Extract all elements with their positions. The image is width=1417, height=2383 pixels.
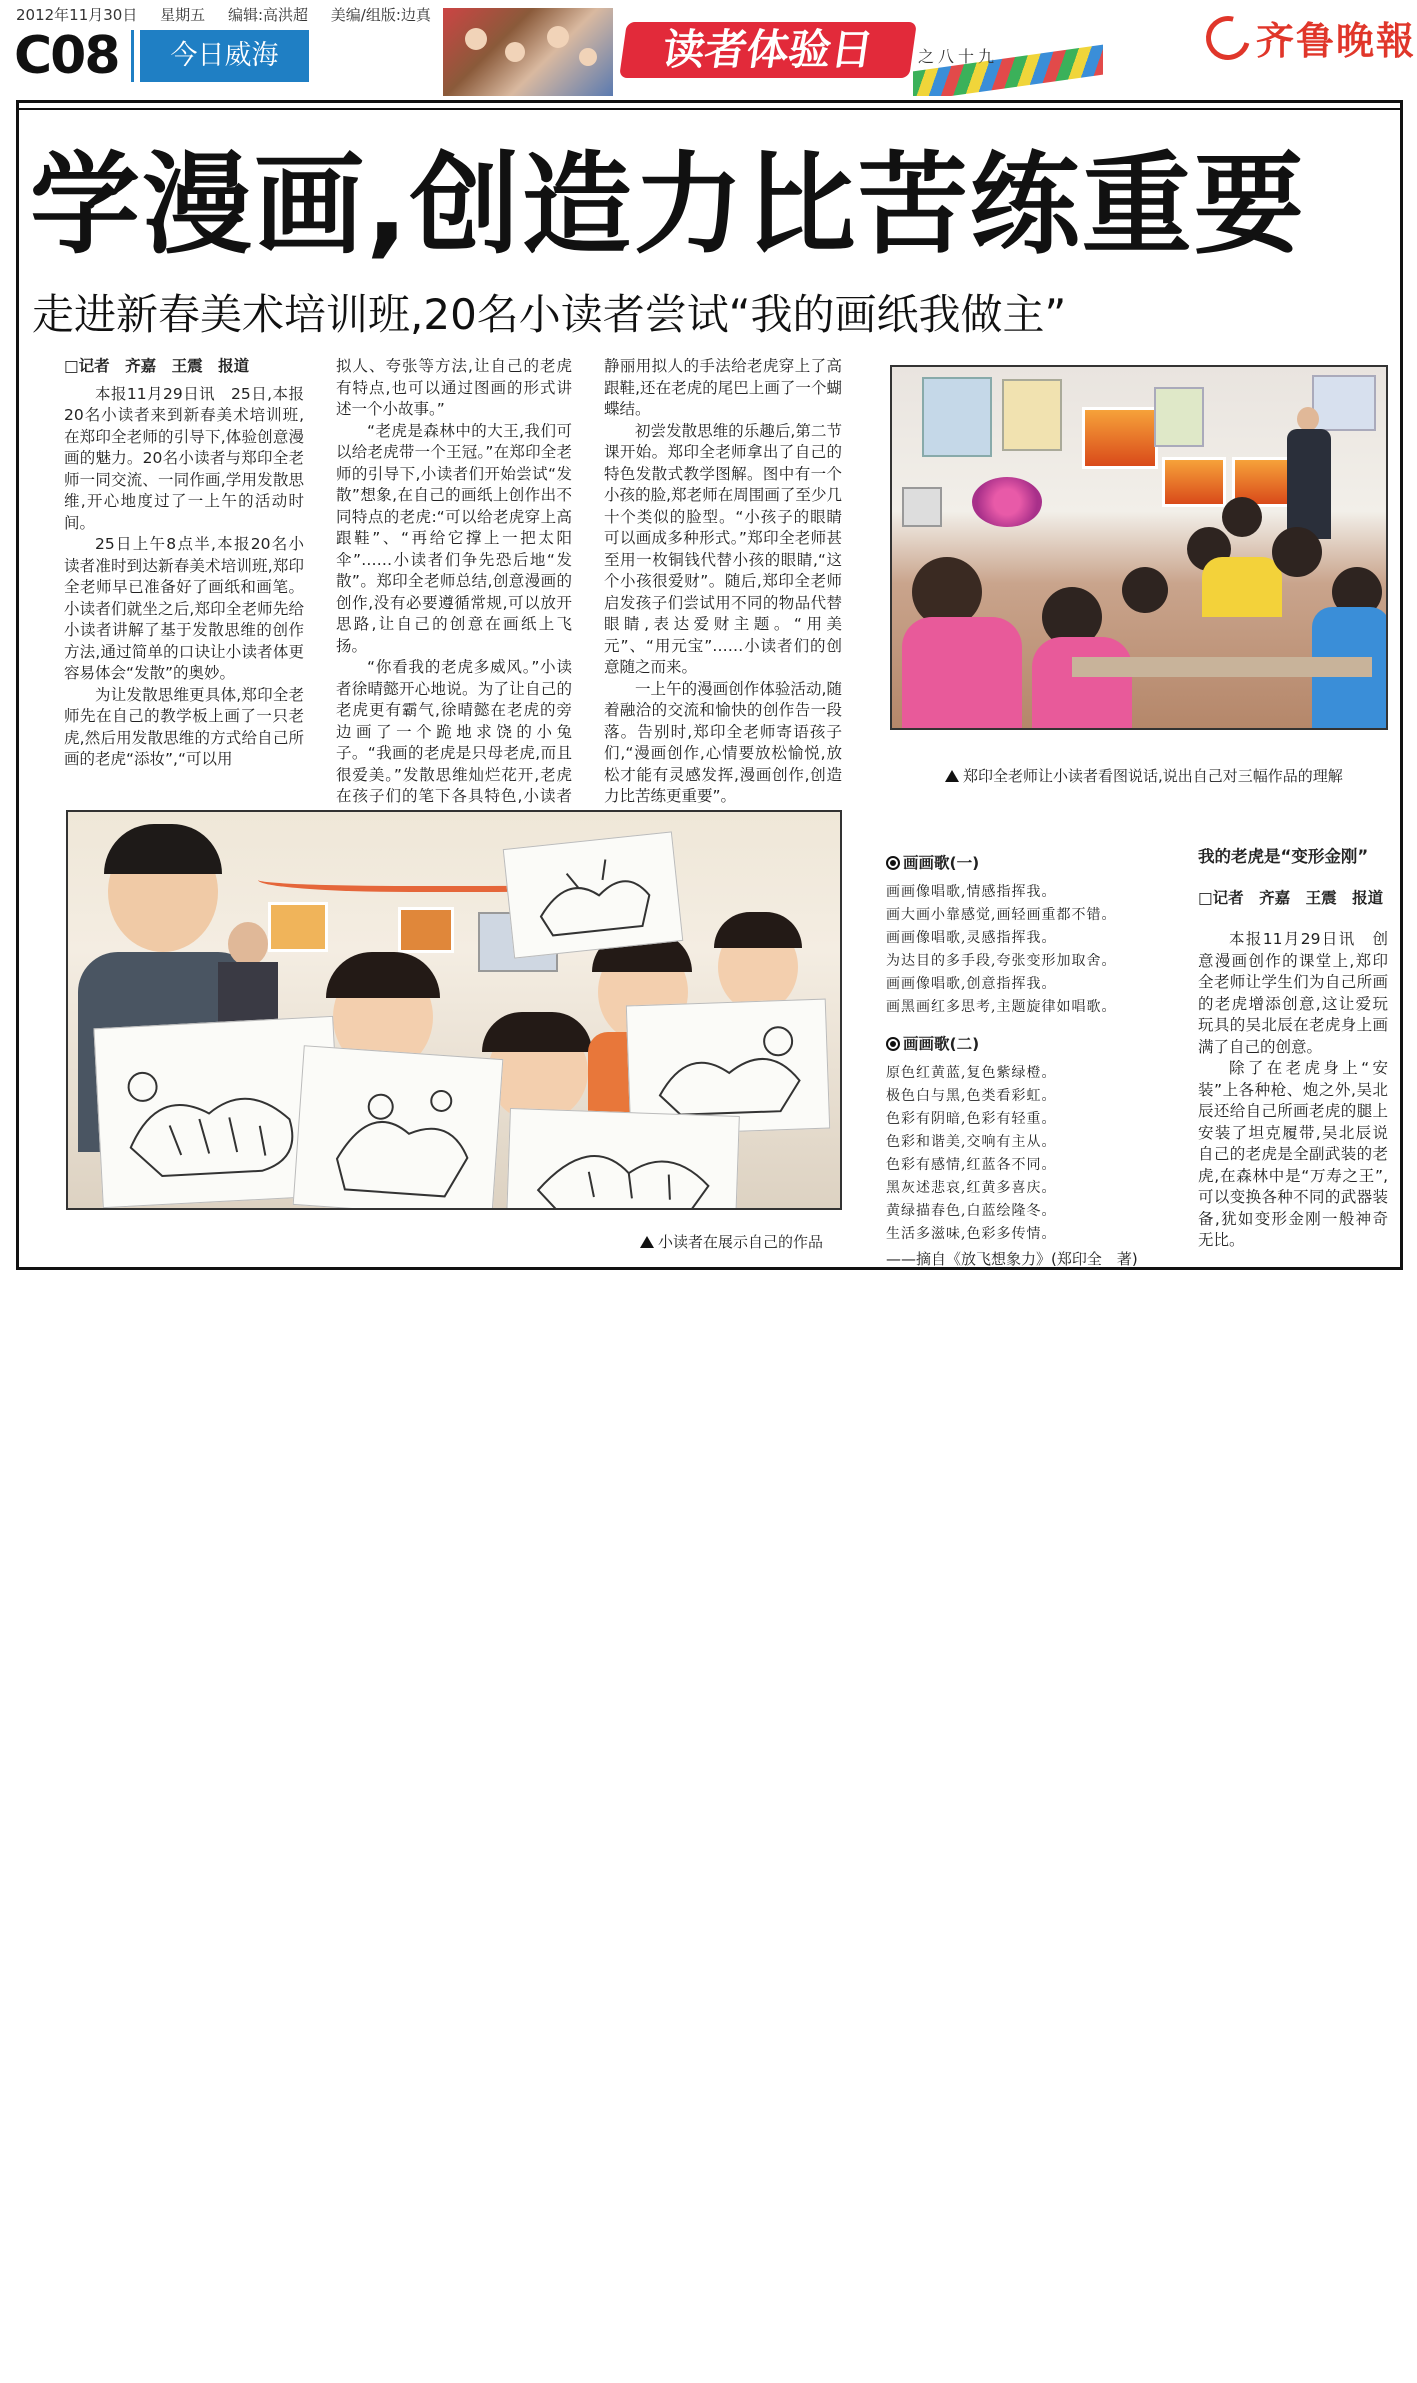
banner-subtitle: 之八十九: [918, 47, 999, 66]
bullet-circle-icon: [886, 856, 900, 870]
header-meta: [16, 4, 449, 25]
poem-line: 生活多滋味,色彩多传情。: [886, 1226, 1057, 1242]
side-story-title: 我的老虎是“变形金刚”: [1198, 847, 1369, 866]
poem-line: 画黑画红多思考,主题旋律如唱歌。: [886, 999, 1117, 1015]
poem-2-title: 画画歌(二): [886, 1033, 1176, 1056]
tiger-drawing-icon: [504, 832, 685, 959]
newspaper-name: 齐鲁晚報: [1256, 18, 1417, 63]
triangle-marker-icon: [640, 1236, 654, 1248]
article-byline: □记者 齐嘉 王震 报道: [64, 357, 250, 375]
paragraph: “老虎是森林中的大王,我们可以给老虎带一个王冠。”在郑印全老师的引导下,小读者们开始尝试“发散”想象,在自己的画纸上创作出不同特点的老虎:“可以给老虎穿上高跟鞋”、“再给它撑上一把太阳伞”……小读者们争先恐后地“发散”。郑印全老师总结,创意漫画的创作,没有必要遵循常规,可以放开思路,让自己的创意在画纸上飞扬。: [336, 421, 572, 655]
poem-line: 画大画小靠感觉,画轻画重都不错。: [886, 907, 1117, 923]
poem-line: 色彩有感情,红蓝各不同。: [886, 1157, 1057, 1173]
paragraph: 为让发散思维更具体,郑印全老师先在自己的教学板上画了一只老虎,然后用发散思维的方式给自己所画的老虎“添妆”,“可以用: [64, 685, 304, 768]
poem-source: ——摘自《放飞想象力》(郑印全 著): [886, 1250, 1138, 1268]
poem-line: 极色白与黑,色类看彩虹。: [886, 1088, 1057, 1104]
poem-line: 画画像唱歌,灵感指挥我。: [886, 930, 1057, 946]
section-tab: 今日威海: [134, 30, 309, 82]
poem-line: 为达目的多手段,夸张变形加取舍。: [886, 953, 1117, 969]
reader-day-banner: [443, 8, 1108, 96]
editor-credit: 编辑:高洪超: [227, 6, 308, 24]
bullet-circle-icon: [886, 1037, 900, 1051]
banner-title: 读者体验日: [619, 22, 917, 78]
issue-weekday: 星期五: [160, 6, 206, 24]
logo-swirl-icon: [1198, 7, 1258, 67]
issue-date: 2012年11月30日: [16, 6, 138, 24]
side-story: [1198, 846, 1388, 1252]
paragraph: 静丽用拟人的手法给老虎穿上了高跟鞋,还在老虎的尾巴上画了一个蝴蝶结。: [604, 357, 842, 418]
drawing-songs-box: [886, 848, 1176, 1285]
paragraph: 初尝发散思维的乐趣后,第二节课开始。郑印全老师拿出了自己的特色发散式教学图解。图中有一个小孩的脸,郑老师在周围画了至少几十个类似的脸型。“小孩子的眼睛可以画成多种形式。”郑印全老师甚至用一枚铜钱代替小孩的眼睛,“这个小孩很爱财”。随后,郑印全老师启发孩子们尝试用不同的物品代替眼睛,表达爱财主题。“用美元”、“用元宝”……小读者们的创意随之而来。: [604, 421, 842, 676]
poem-line: 黑灰述悲哀,红黄多喜庆。: [886, 1180, 1057, 1196]
designer-credit: 美编/组版:边真: [330, 6, 431, 24]
poem-line: 原色红黄蓝,复色紫绿橙。: [886, 1065, 1057, 1081]
article-column-3: [604, 356, 842, 808]
classroom-photo: [890, 365, 1388, 730]
paragraph: 拟人、夸张等方法,让自己的老虎有特点,也可以通过图画的形式讲述一个小故事。”: [336, 357, 572, 418]
poem-line: 色彩有阴暗,色彩有轻重。: [886, 1111, 1057, 1127]
poem-1-body: [886, 881, 1176, 1019]
side-story-byline: □记者 齐嘉 王震 报道: [1198, 888, 1384, 907]
tiger-drawing-icon: [294, 1046, 505, 1210]
classroom-photo-caption: 郑印全老师让小读者看图说话,说出自己对三幅作品的理解: [945, 765, 1343, 786]
paragraph: “你看我的老虎多威风。”小读者徐晴懿开心地说。为了让自己的老虎更有霸气,徐晴懿在老虎的旁边画了一个跪地求饶的小兔子。“我画的老虎是只母老虎,而且很爱美。”发散思维灿烂花开,老虎在孩子们的笔下各具特色,小读者: [336, 658, 572, 805]
poem-line: 画画像唱歌,创意指挥我。: [886, 976, 1057, 992]
poem-1-title: 画画歌(一): [886, 852, 1176, 875]
article-column-2: [336, 356, 572, 829]
paragraph: 一上午的漫画创作体验活动,随着融洽的交流和愉快的创作告一段落。告别时,郑印全老师寄语孩子们,“漫画创作,心情要放松愉悦,放松才能有灵感发挥,漫画创作,创造力比苦练更重要”。: [604, 679, 842, 805]
paragraph: 除了在老虎身上“安装”上各种枪、炮之外,吴北辰还给自己所画老虎的腿上安装了坦克履带,吴北辰说自己的老虎是全副武装的老虎,在森林中是“万寿之王”,可以变换各种不同的武器装备,犹如变形金刚一般神奇无比。: [1198, 1059, 1388, 1249]
paragraph: 本报11月29日讯 25日,本报20名小读者来到新春美术培训班,在郑印全老师的引导下,体验创意漫画的魅力。20名小读者与郑印全老师一同交流、一同作画,学用发散思维,开心地度过了一上午的活动时间。: [64, 384, 304, 532]
frame-top-rule: [16, 108, 1403, 110]
kids-drawings-photo: [66, 810, 842, 1210]
newspaper-logo: [1206, 10, 1416, 65]
poem-line: 色彩和谐美,交响有主从。: [886, 1134, 1057, 1150]
paragraph: 25日上午8点半,本报20名小读者准时到达新春美术培训班,郑印全老师早已准备好了画纸和画笔。小读者们就坐之后,郑印全老师先给小读者讲解了基于发散思维的创作方法,通过简单的口诀让小读者体更容易体会“发散”的奥妙。: [64, 535, 304, 682]
poem-line: 画画像唱歌,情感指挥我。: [886, 884, 1057, 900]
banner-photo: [443, 8, 613, 96]
page-number: C08: [14, 26, 119, 86]
article-column-1: [64, 356, 304, 771]
poem-2-body: [886, 1062, 1176, 1271]
article-headline: 学漫画,创造力比苦练重要: [30, 141, 1306, 269]
kids-drawings-caption: 小读者在展示自己的作品: [640, 1231, 823, 1252]
triangle-marker-icon: [945, 770, 959, 782]
paragraph: 本报11月29日讯 创意漫画创作的课堂上,郑印全老师让学生们为自己所画的老虎增添创意,这让爱玩玩具的吴北辰在老虎身上画满了自己的创意。: [1198, 930, 1388, 1056]
poem-line: 黄绿描春色,白蓝绘隆冬。: [886, 1203, 1057, 1219]
tiger-drawing-icon: [507, 1109, 741, 1210]
article-subheadline: 走进新春美术培训班,20名小读者尝试“我的画纸我做主”: [32, 290, 1067, 339]
